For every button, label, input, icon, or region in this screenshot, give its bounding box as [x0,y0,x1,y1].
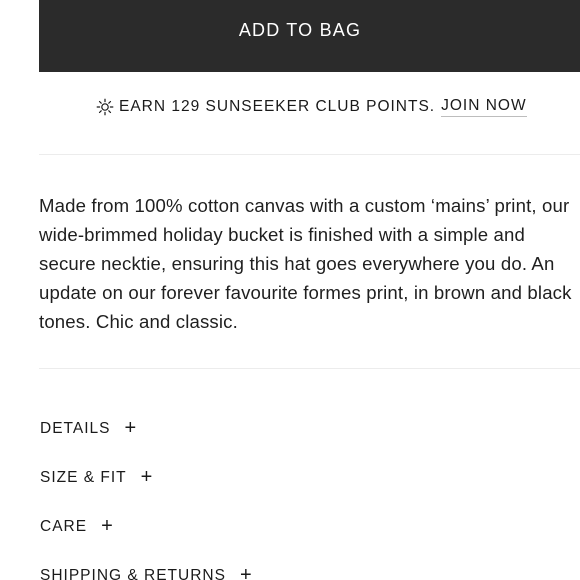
rewards-text: EARN 129 SUNSEEKER CLUB POINTS. [119,98,436,115]
sun-icon [96,98,114,116]
accordion-details-label: DETAILS [40,420,111,437]
rewards-banner [96,96,527,118]
accordion-care-label: CARE [40,518,88,535]
plus-icon: + [140,466,154,488]
plus-icon: + [101,515,114,537]
accordion-size-fit[interactable] [40,467,153,489]
add-to-bag-button[interactable] [39,0,580,72]
accordion-size-fit-label: SIZE & FIT [40,469,127,486]
divider [39,368,580,369]
add-to-bag-label: ADD TO BAG [238,19,362,40]
divider [39,154,580,155]
plus-icon: + [239,564,253,580]
accordion-shipping-returns[interactable] [40,565,253,580]
plus-icon: + [124,417,138,439]
accordion-details[interactable] [40,418,137,440]
product-description: Made from 100% cotton canvas with a custom ‘mains’ print, our wide-brimmed holiday bucket is finished with a simple and secure necktie, ensuring this hat goes everywhere you do. An update on our forever favourite formes print, in brown and black tones. Chic and classic. [39,195,572,332]
accordion-care[interactable] [40,516,114,538]
join-now-link[interactable]: JOIN NOW [441,97,527,117]
accordion-shipping-returns-label: SHIPPING & RETURNS [40,567,226,580]
